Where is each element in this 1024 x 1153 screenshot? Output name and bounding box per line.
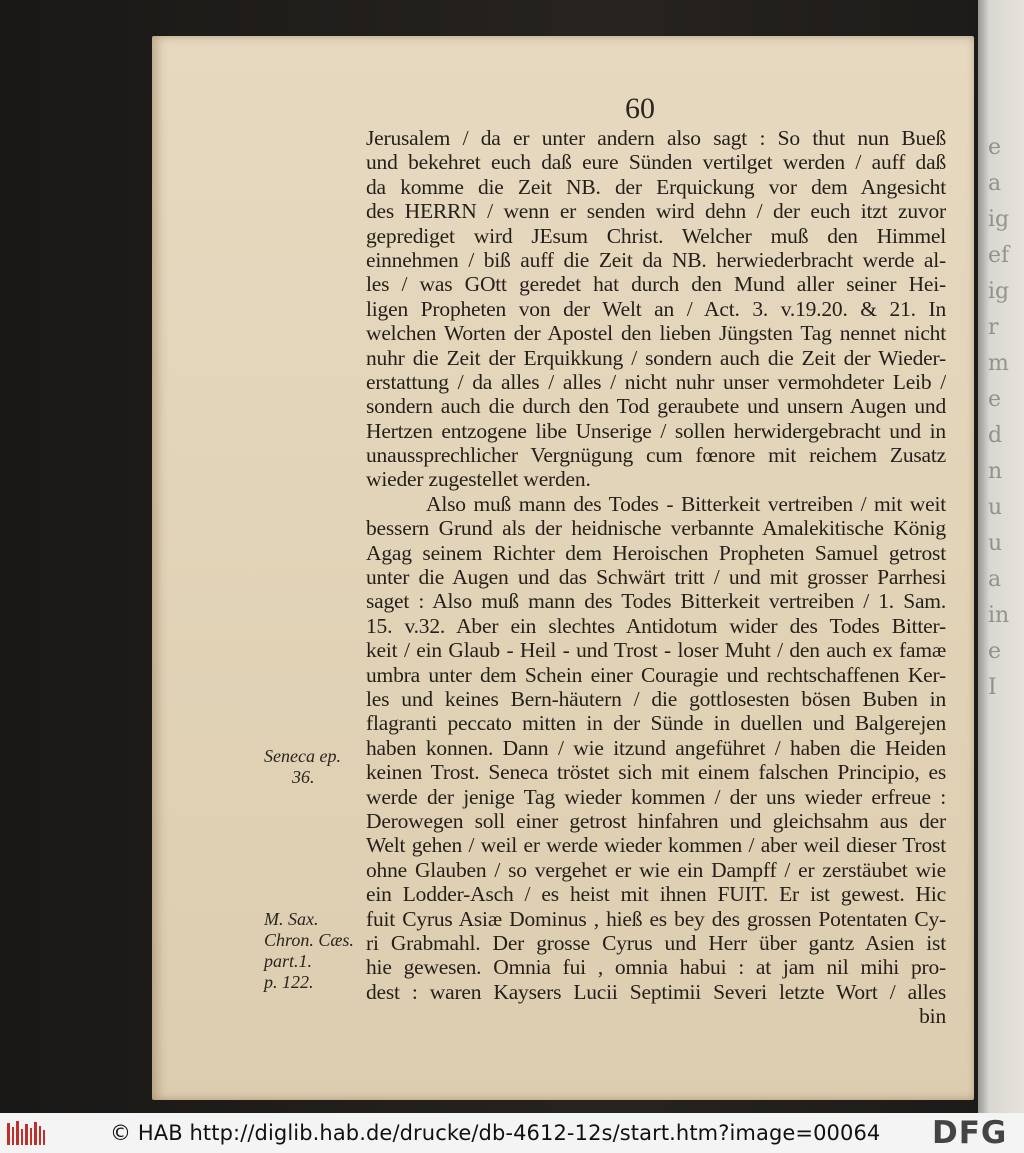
text-line: Agag seinem Richter dem Heroischen Propheten Samuel getrost (366, 540, 946, 565)
margin-note-line: part.1. (264, 951, 313, 971)
text-line: wieder zugestellet werden. (366, 467, 591, 492)
text-line: keit / ein Glaub - Heil - und Trost - loser Muht / den auch ex famæ (366, 638, 946, 663)
text-line: welchen Worten der Apostel den lieben Jüngsten Tag nennet nicht (366, 321, 946, 346)
text-line: erstattung / da alles / alles / nicht nuhr unser vermohdeter Leib / (366, 369, 946, 394)
text-line: hie gewesen. Omnia fui , omnia habui : at jam nil mihi pro- (366, 955, 946, 980)
text-line: fuit Cyrus Asiæ Dominus , hieß es bey des grossen Potentaten Cy- (366, 906, 946, 931)
text-line: bin (919, 1004, 946, 1029)
text-line: ri Grabmahl. Der grosse Cyrus und Herr über gantz Asien ist (366, 930, 946, 955)
text-line: haben konnen. Dann / wie itzund angeführet / haben die Heiden (366, 735, 946, 760)
margin-note-line: 36. (292, 767, 315, 787)
text-line: geprediget wird JEsum Christ. Welcher muß den Himmel (366, 223, 946, 248)
page-number: 60 (625, 92, 655, 125)
text-line: sondern auch die durch den Tod geraubete und unsern Augen und (366, 394, 946, 419)
text-line: saget : Also muß mann des Todes Bitterkeit vertreiben / 1. Sam. (366, 589, 946, 614)
margin-note-line: M. Sax. (264, 909, 319, 929)
page-body-text (366, 126, 946, 1028)
text-line: 15. v.32. Aber ein slechtes Antidotum wider des Todes Bitter- (366, 613, 946, 638)
text-line: Derowegen soll einer getrost hinfahren und gleichsahm aus der (366, 808, 946, 833)
text-line: les und keines Bern-häutern / die gottlosesten bösen Buben in (366, 686, 946, 711)
text-line: les / was GOtt geredet hat durch den Mund aller seiner Hei- (366, 272, 946, 297)
margin-note-chronicle (264, 909, 354, 993)
text-line: Jerusalem / da er unter andern also sagt : So thut nun Bueß (366, 126, 946, 150)
text-line: da komme die Zeit NB. der Erquickung vor dem Angesicht (366, 174, 946, 199)
copyright-link[interactable]: © HAB http://diglib.hab.de/drucke/db-4612-12s/start.htm?image=00064 (110, 1121, 881, 1145)
text-line: ohne Glauben / so vergehet er wie ein Dampff / er zerstäubet wie (366, 857, 946, 882)
text-line: Welt gehen / weil er werde wieder kommen / aber weil dieser Trost (366, 833, 946, 858)
dfg-logo: DFG (932, 1115, 1008, 1151)
margin-note-line: Chron. Cæs. (264, 930, 354, 950)
text-line: Hertzen entzogene libe Unserige / sollen herwidergebracht und in (366, 418, 946, 443)
text-line: und bekehret euch daß eure Sünden vertilget werden / auff daß (366, 150, 946, 175)
text-line: des HERRN / wenn er senden wird dehn / der euch itzt zuvor (366, 199, 946, 224)
text-line: Also muß mann des Todes - Bitterkeit vertreiben / mit weit (426, 491, 946, 516)
text-line: ein Lodder-Asch / es heist mit ihnen FUIT. Er ist gewest. Hic (366, 882, 946, 907)
text-line: unaussprechlicher Vergnügung cum fœnore mit reichem Zusatz (366, 443, 946, 468)
footer-bar (0, 1113, 1024, 1153)
text-line: werde der jenige Tag wieder kommen / der uns wieder erfreue : (366, 784, 946, 809)
text-line: unter die Augen und das Schwärt tritt / und mit grosser Parrhesi (366, 565, 946, 590)
text-line: nuhr die Zeit der Erquikkung / sondern auch die Zeit der Wieder- (366, 345, 946, 370)
facing-page-edge: e a ig ef ig r m e d n u u a in e I (978, 0, 1024, 1113)
margin-note-seneca (264, 746, 341, 788)
text-line: keinen Trost. Seneca tröstet sich mit einem falschen Principio, es (366, 760, 946, 785)
text-line: bessern Grund als der heidnische verbannte Amalekitische König (366, 516, 946, 541)
hab-logo-icon (6, 1119, 46, 1147)
text-line: einnehmen / biß auff die Zeit da NB. herwiederbracht werde al- (366, 247, 946, 272)
text-line: flagranti peccato mitten in der Sünde in duellen und Balgerejen (366, 711, 946, 736)
text-line: umbra unter dem Schein einer Couragie und rechtschaffenen Ker- (366, 662, 946, 687)
margin-note-line: p. 122. (264, 972, 314, 992)
margin-note-line: Seneca ep. (264, 746, 341, 766)
text-line: ligen Propheten von der Welt an / Act. 3. v.19.20. & 21. In (366, 296, 946, 321)
text-line: dest : waren Kaysers Lucii Septimii Severi letzte Wort / alles (366, 979, 946, 1004)
